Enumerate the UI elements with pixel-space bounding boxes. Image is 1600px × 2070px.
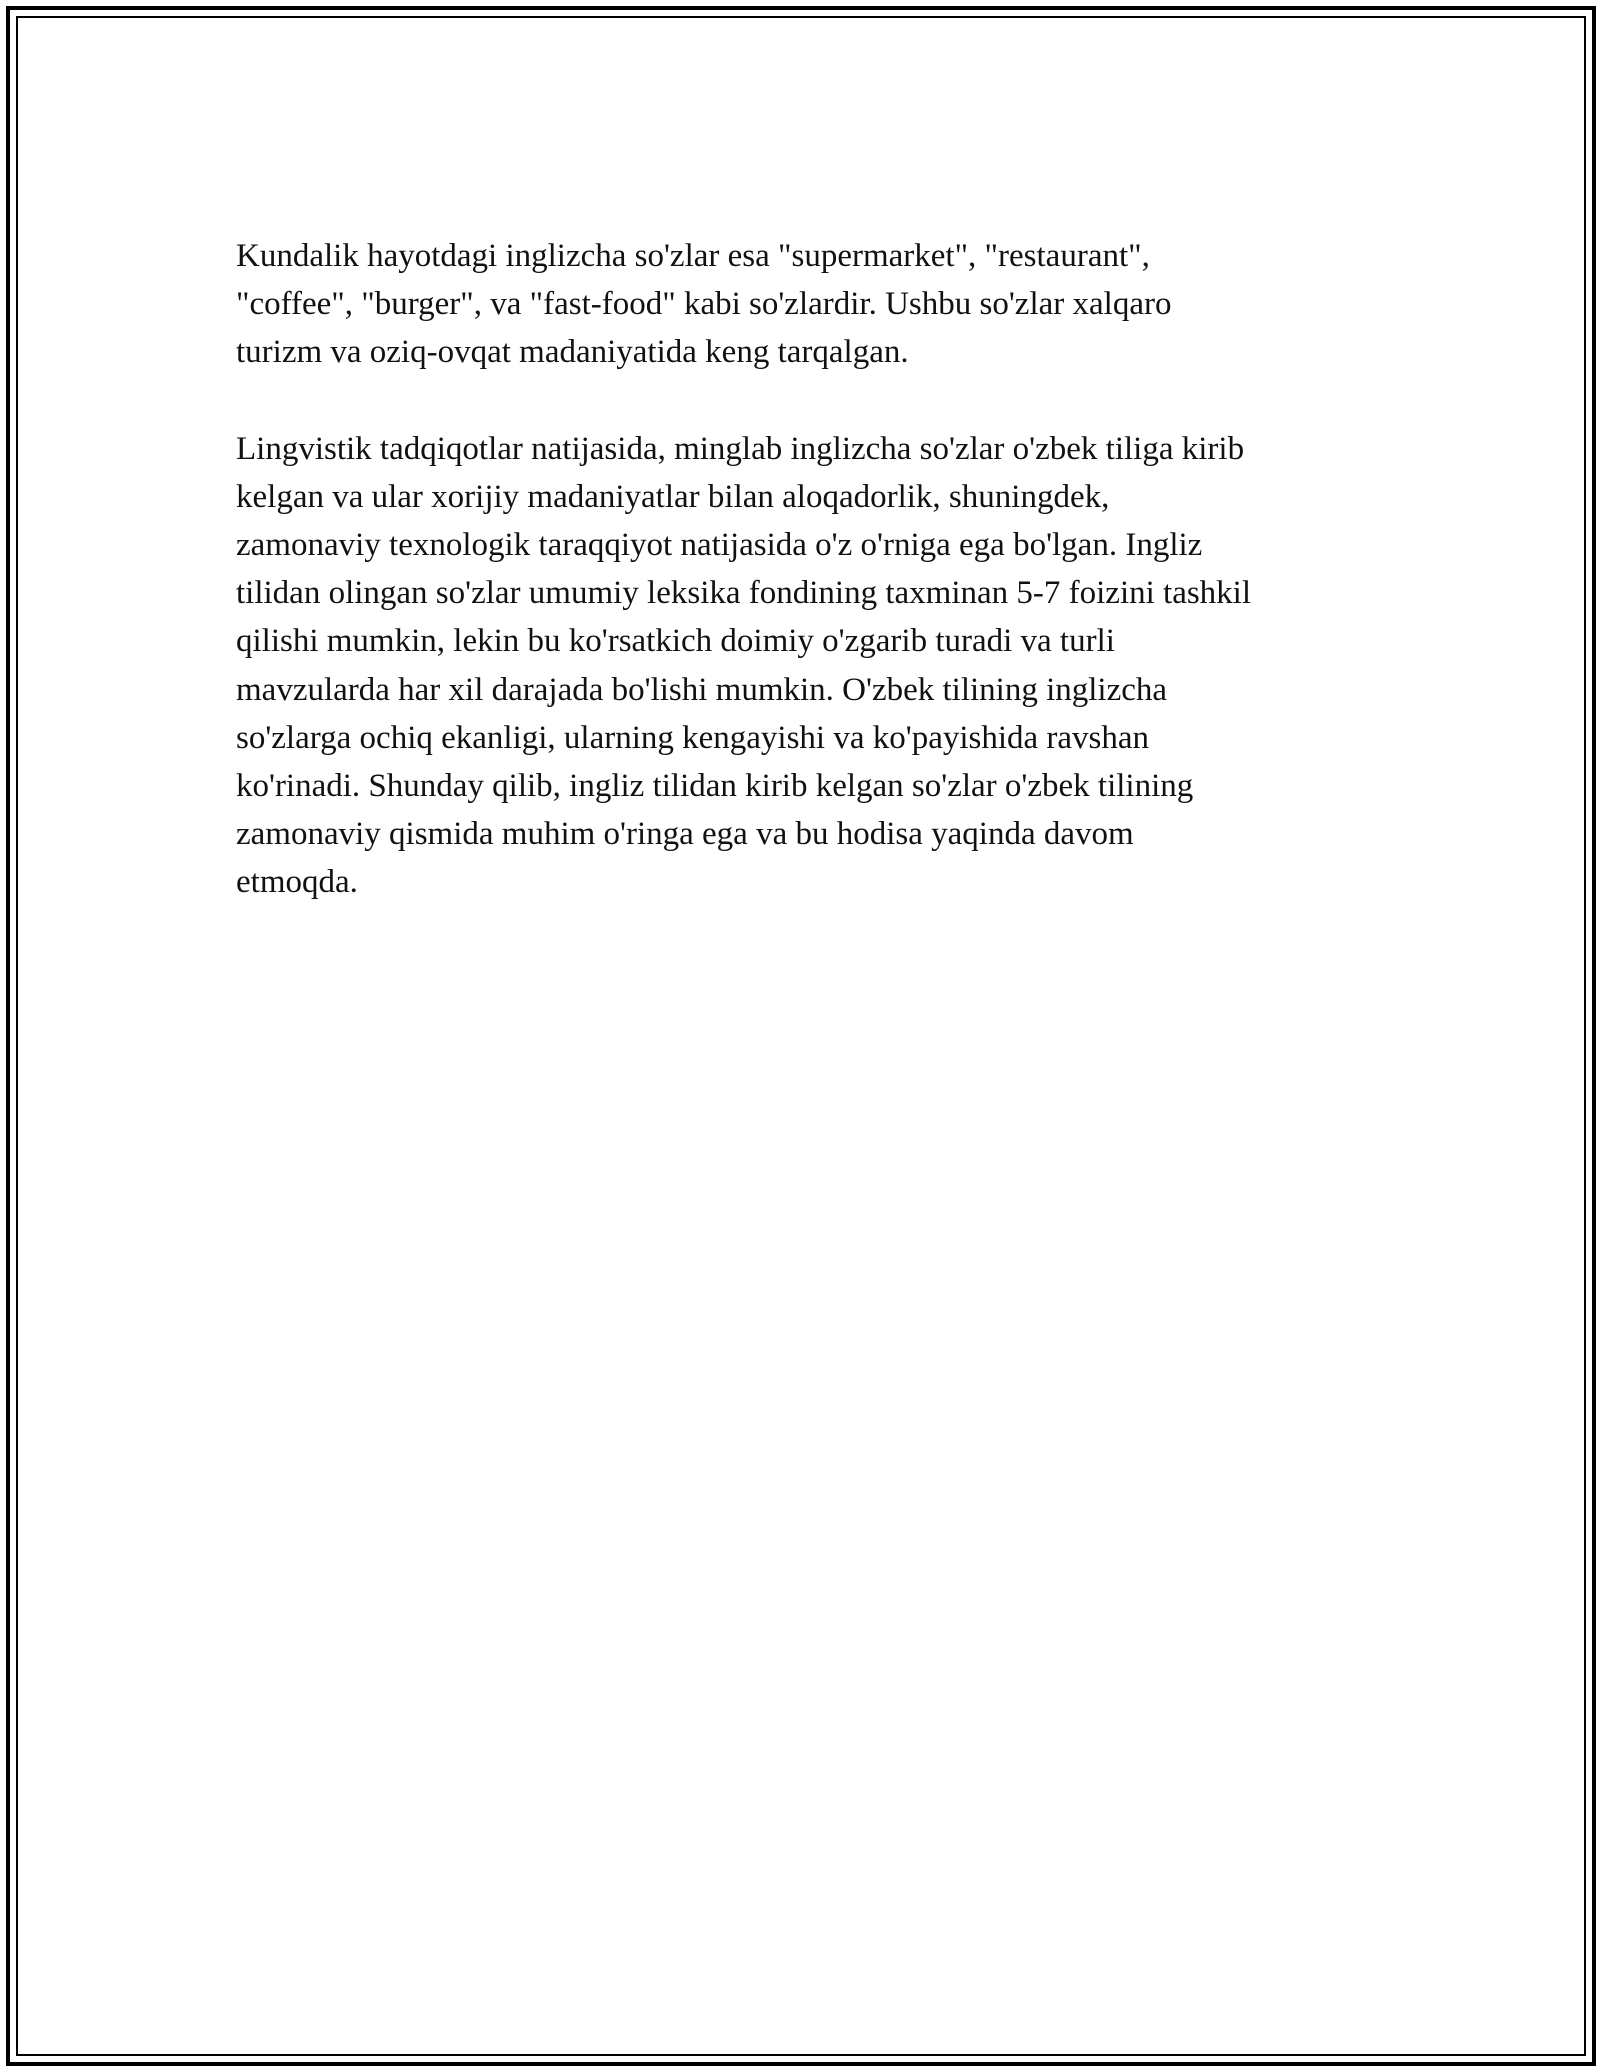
paragraph-2 [236, 425, 1376, 907]
paragraph-2-line-1: Lingvistik tadqiqotlar natijasida, minglab inglizcha so'zlar o'zbek tiliga kirib [236, 430, 1245, 467]
paragraph-2-line-2: kelgan va ular xorijiy madaniyatlar bilan aloqadorlik, shuningdek, [236, 478, 1110, 515]
paragraph-2-line-8: ko'rinadi. Shunday qilib, ingliz tilidan kirib kelgan so'zlar o'zbek tilining [236, 768, 1194, 805]
paragraph-2-line-4: tilidan olingan so'zlar umumiy leksika fondining taxminan 5-7 foizini tashkil [236, 575, 1252, 612]
paragraph-1-line-3: turizm va oziq-ovqat madaniyatida keng tarqalgan. [236, 334, 909, 371]
paragraph-2-line-3: zamonaviy texnologik taraqqiyot natijasida o'z o'rniga ega bo'lgan. Ingliz [236, 527, 1203, 564]
paragraph-1-line-2: "coffee", "burger", va "fast-food" kabi so'zlardir. Ushbu so'zlar xalqaro [236, 286, 1172, 323]
paragraph-1-line-1: Kundalik hayotdagi inglizcha so'zlar esa "supermarket", "restaurant", [236, 238, 1150, 274]
paragraph-2-line-10: etmoqda. [236, 864, 358, 901]
paragraph-1 [236, 232, 1376, 377]
paragraph-2-line-9: zamonaviy qismida muhim o'ringa ega va bu hodisa yaqinda davom [236, 816, 1134, 853]
paragraph-2-line-5: qilishi mumkin, lekin bu ko'rsatkich doimiy o'zgarib turadi va turli [236, 623, 1115, 660]
document-body [236, 232, 1376, 907]
paragraph-2-line-7: so'zlarga ochiq ekanligi, ularning kengayishi va ko'payishida ravshan [236, 719, 1150, 756]
paragraph-2-line-6: mavzularda har xil darajada bo'lishi mumkin. O'zbek tilining inglizcha [236, 671, 1168, 708]
